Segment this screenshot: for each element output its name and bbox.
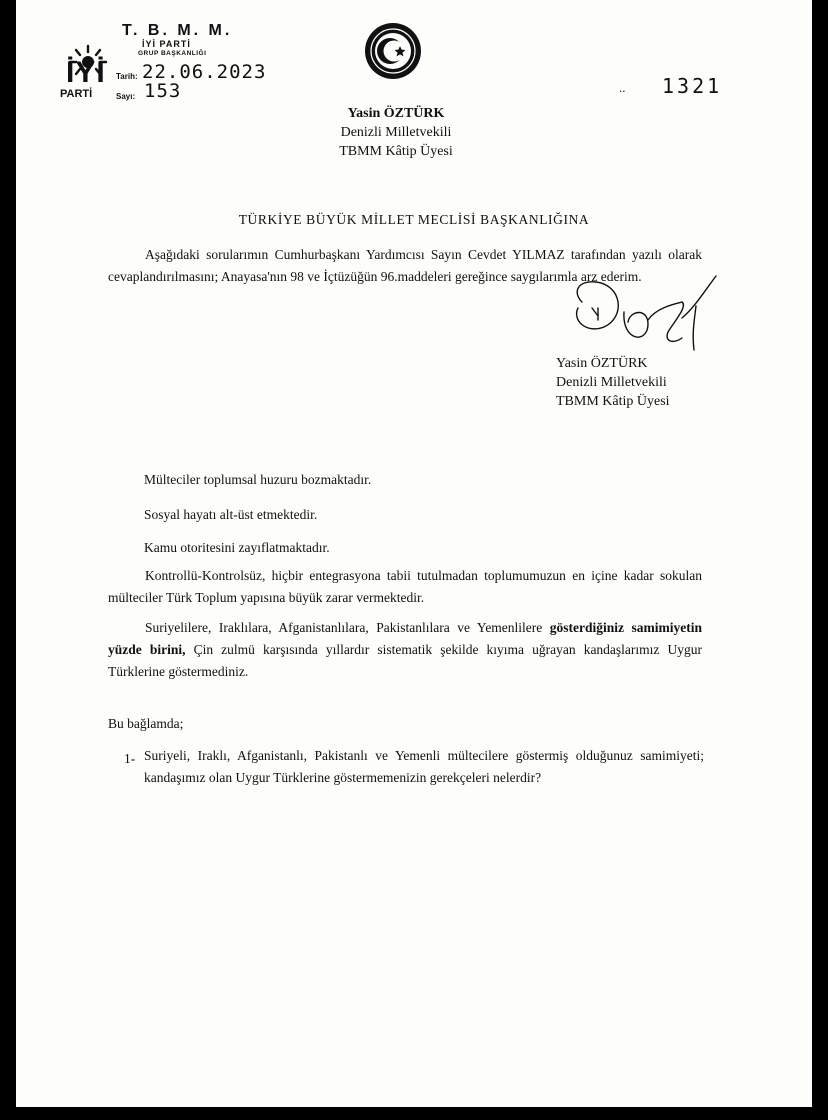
header-role: Denizli Milletvekili: [340, 125, 452, 140]
uyghur-paragraph-start: Suriyelilere, Iraklılara, Afganistanlılara, Pakistanlılara ve Yemenlilere: [145, 620, 550, 635]
stamp-number-value: 153: [144, 80, 182, 102]
question-1-number: 1-: [124, 751, 136, 766]
tbmm-emblem-icon: [364, 22, 422, 80]
stamp-office: GRUP BAŞKANLIĞI: [138, 50, 207, 57]
handwritten-signature: [564, 272, 724, 364]
uyghur-paragraph: [108, 617, 702, 683]
party-logo-sub: PARTİ: [60, 88, 93, 100]
statement-3: Kamu otoritesini zayıflatmaktadır.: [144, 540, 330, 555]
header-position: TBMM Kâtip Üyesi: [339, 144, 453, 159]
statement-1: Mülteciler toplumsal huzuru bozmaktadır.: [144, 472, 372, 487]
statement-2: Sosyal hayatı alt-üst etmektedir.: [144, 507, 318, 522]
uyghur-paragraph-emphasis: gösterdiğiniz samimiyetin yüzde birini,: [108, 620, 702, 657]
integration-paragraph: Kontrollü-Kontrolsüz, hiçbir entegrasyona tabii tutulmadan toplumumuzun en içine kadar sokulan mülteciler Türk Toplum yapısına büyük zarar vermektedir.: [108, 568, 702, 605]
document-page: [16, 0, 812, 1107]
stamp-party: İYİ PARTİ: [142, 39, 191, 49]
document-number: 1321: [662, 74, 723, 98]
signatory-role: Denizli Milletvekili: [556, 375, 667, 390]
uyghur-paragraph-end: Çin zulmü karşısında yıllardır sistematik şekilde kıyıma uğrayan kandaşlarımız Uygur Türklerine göstermediniz.: [108, 642, 702, 679]
stamp-title: T. B. M. M.: [122, 22, 233, 39]
party-logo-word: İYİ: [66, 56, 106, 89]
signatory-block: [556, 354, 670, 411]
signatory-name: Yasin ÖZTÜRK: [556, 356, 648, 371]
stamp-date-label: Tarih:: [116, 72, 138, 81]
question-1-text: Suriyeli, Iraklı, Afganistanlı, Pakistanlı ve Yemenli mültecilere göstermiş olduğunuz samimiyeti; kandaşımız olan Uygur Türklerine göstermemenizin gerekçeleri nelerdir?: [144, 748, 704, 785]
addressee-heading: TÜRKİYE BÜYÜK MİLLET MECLİSİ BAŞKANLIĞINA: [238, 212, 590, 227]
context-label: Bu bağlamda;: [108, 716, 184, 731]
header-name: Yasin ÖZTÜRK: [347, 106, 445, 121]
header-signature-block: [286, 104, 506, 161]
margin-dots: ..: [619, 80, 626, 95]
intro-paragraph: Aşağıdaki sorularımın Cumhurbaşkanı Yardımcısı Sayın Cevdet YILMAZ tarafından yazılı olarak cevaplandırılmasını; Anayasa'nın 98 ve İçtüzüğün 96.maddeleri gereğince saygılarımla arz ederim.: [108, 247, 702, 284]
stamp-number-label: Sayı:: [116, 92, 136, 101]
stamp-date-value: 22.06.2023: [142, 61, 267, 83]
signatory-position: TBMM Kâtip Üyesi: [556, 394, 670, 409]
